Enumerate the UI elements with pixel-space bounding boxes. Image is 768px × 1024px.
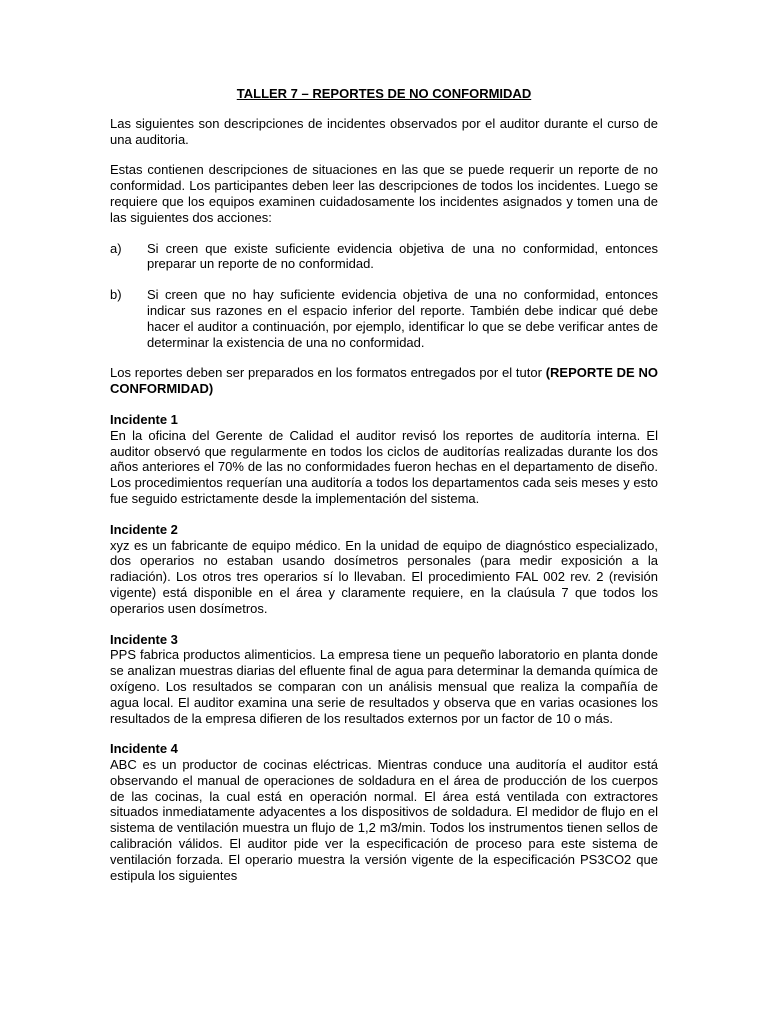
incident-2 [110, 522, 658, 617]
instructions-paragraph: Estas contienen descripciones de situaciones en las que se puede requerir un reporte de no conformidad. Los participantes deben leer las descripciones de todos los incidentes. Luego se requiere que los equipos examinen cuidadosamente los incidentes asignados y tomen una de las siguientes dos acciones: [110, 162, 658, 225]
incident-1 [110, 412, 658, 507]
option-text: Si creen que no hay suficiente evidencia objetiva de una no conformidad, entonces indicar sus razones en el espacio inferior del reporte. También debe indicar qué debe hacer el auditor a continuación, por ejemplo, identificar lo que se debe verificar antes de determinar la existencia de una no conformidad. [147, 287, 658, 350]
reports-note-bold: (REPORTE DE NO CONFORMIDAD) [110, 365, 658, 397]
incident-heading: Incidente 4 [110, 741, 178, 757]
option-a [110, 241, 658, 273]
incident-text: xyz es un fabricante de equipo médico. En la unidad de equipo de diagnóstico especializado, dos operarios no estaban usando dosímetros personales (para medir exposición a la radiación). Los otros tres operarios sí lo llevaban. El procedimiento FAL 002 rev. 2 (revisión vigente) está disponible en el área y claramente requiere, en la claúsula 7 que todos los operarios usen dosímetros. [110, 537, 658, 616]
incident-heading: Incidente 1 [110, 411, 178, 427]
intro-paragraph: Las siguientes son descripciones de incidentes observados por el auditor durante el curso de una auditoria. [110, 115, 658, 147]
reports-note [110, 365, 658, 397]
document-body [110, 86, 658, 898]
incident-text: PPS fabrica productos alimenticios. La empresa tiene un pequeño laboratorio en planta donde se analizan muestras diarias del efluente final de agua para determinar la demanda química de oxígeno. Los resultados se comparan con un análisis mensual que realiza la compañía de agua local. El auditor examina una serie de resultados y observa que en varias ocasiones los resultados de la empresa difieren de los resultados externos por un factor de 10 o más. [110, 647, 658, 726]
incident-heading: Incidente 3 [110, 631, 178, 647]
option-marker: b) [110, 287, 122, 303]
incident-3 [110, 632, 658, 727]
option-b [110, 287, 658, 350]
incident-text: En la oficina del Gerente de Calidad el auditor revisó los reportes de auditoría interna. El auditor observó que regularmente en todos los ciclos de auditorías realizadas durante los dos años anteriores el 70% de las no conformidades fueron hechas en el departamento de diseño. Los procedimientos requerían una auditoría a todos los departamentos cada seis meses y esto fue seguido estrictamente desde la implementación del sistema. [110, 427, 658, 506]
option-marker: a) [110, 240, 122, 256]
incident-4 [110, 741, 658, 883]
document-title: TALLER 7 – REPORTES DE NO CONFORMIDAD [236, 86, 532, 101]
incident-heading: Incidente 2 [110, 521, 178, 537]
reports-note-text: Los reportes deben ser preparados en los formatos entregados por el tutor [110, 365, 546, 381]
option-text: Si creen que existe suficiente evidencia objetiva de una no conformidad, entonces preparar un reporte de no conformidad. [147, 240, 658, 272]
incident-text: ABC es un productor de cocinas eléctricas. Mientras conduce una auditoría el auditor está observando el manual de operaciones de soldadura en el área de producción de los cuerpos de las cocinas, la cual está en operación normal. El área está ventilada con extractores situados inmediatamente adyacentes a los dispositivos de soldadura. El medidor de flujo en el sistema de ventilación muestra un flujo de 1,2 m3/min. Todos los instrumentos tienen sellos de calibración válidos. El auditor pide ver la especificación de proceso para este sistema de ventilación forzada. El operario muestra la versión vigente de la especificación PS3CO2 que estipula los siguientes [110, 757, 658, 883]
